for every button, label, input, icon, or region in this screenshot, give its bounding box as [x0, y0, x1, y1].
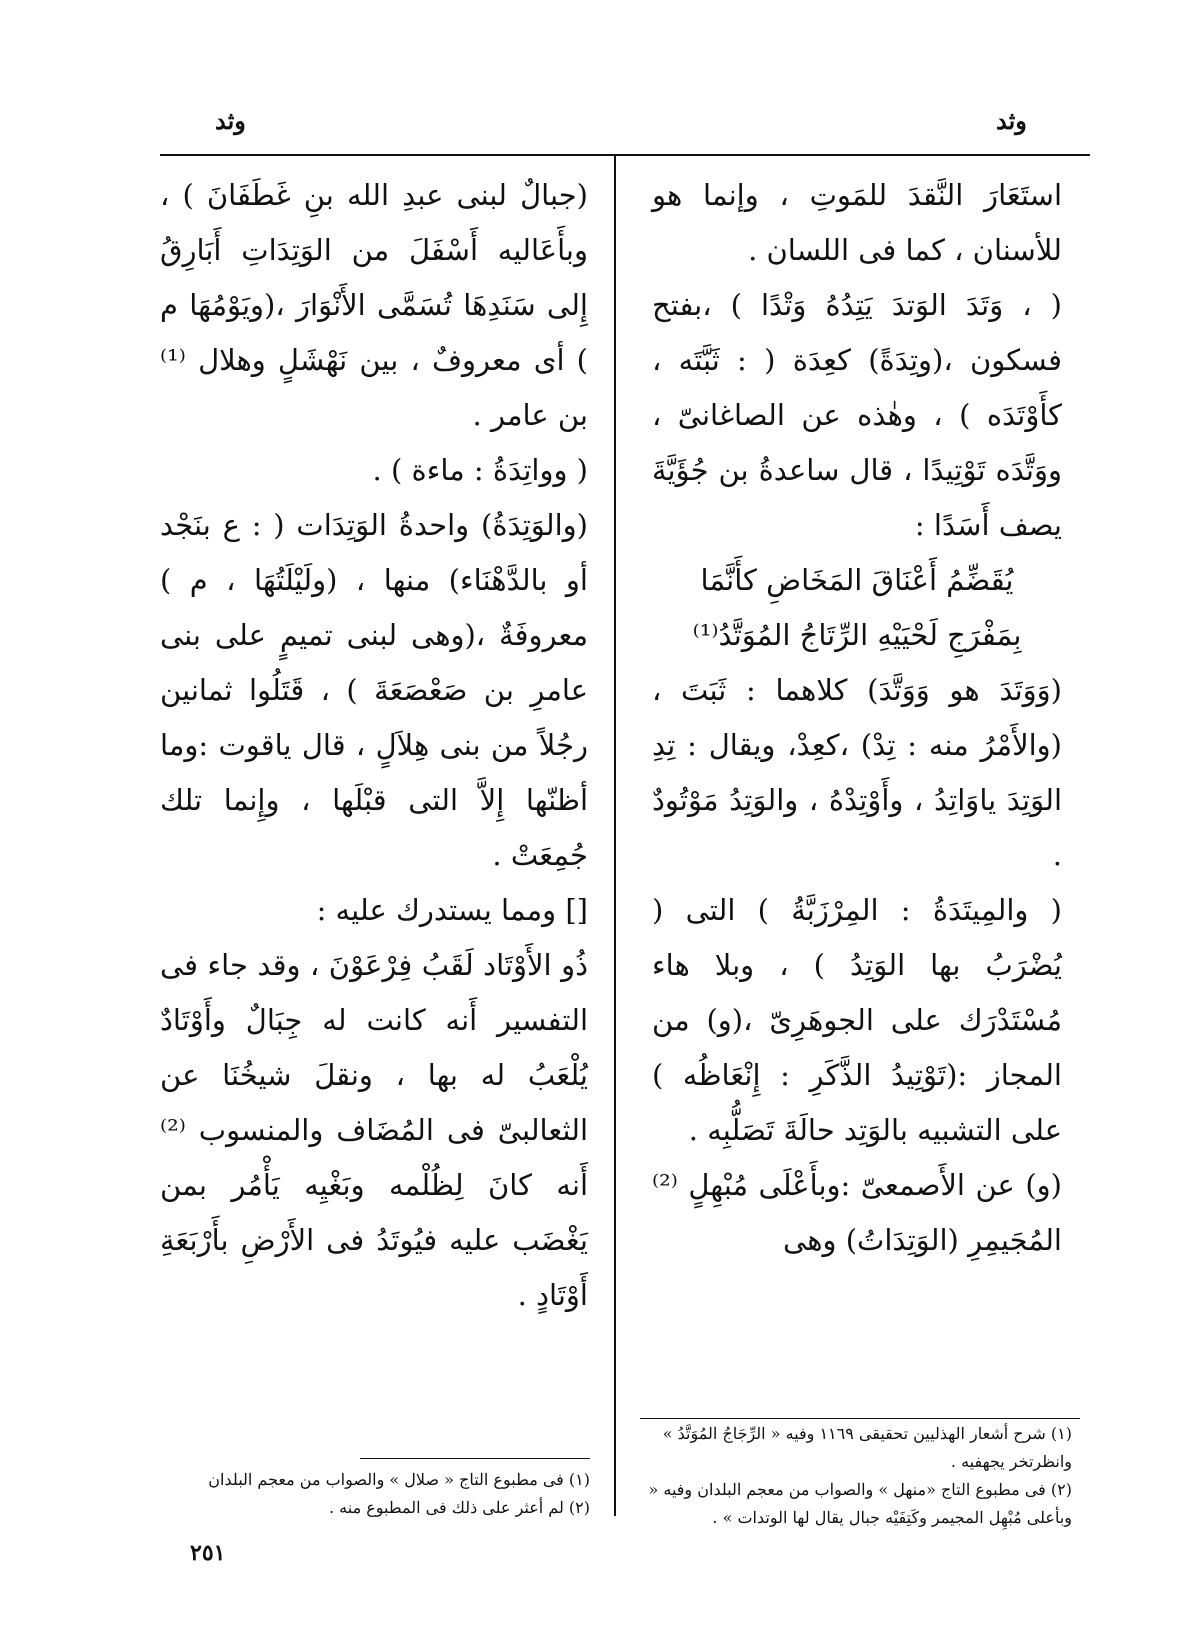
right-paragraph-4: ( والمِيتَدَةُ : المِرْزَبَّةُ ) التى ( يُضْرَبُ بها الوَتِدُ ) ، وبلا هاء مُسْتَدْرَك على الجوهَرِىّ ،(و) من المجاز :(تَوْتِيدُ الذَّكَرِ : إِنْعَاظُه ) على التشبيه بالوَتِد حالَةَ تَصَلُّبِه .	[652, 893, 1062, 1147]
verse-line-1: يُقَضِّمُ أَعْنَاقَ المَخَاضِ كأَنَّمَا	[700, 563, 1014, 597]
running-head-left: وثد	[215, 106, 246, 135]
footnote-rule-right	[640, 1418, 1080, 1419]
verse-line-2: بِمَفْرَجِ لَحْيَيْهِ الرِّتَاجُ المُوَتَّدُ⁽¹⁾	[692, 618, 1022, 652]
page-number: ٢٥١	[190, 1540, 226, 1566]
right-paragraph-1: استَعَارَ النَّقدَ للمَوتِ ، وإنما هو للأسنان ، كما فى اللسان .	[652, 178, 1062, 267]
footnote-left-1: (١) فى مطبوع التاج « صلال » والصواب من معجم البلدان	[208, 1470, 590, 1489]
right-paragraph-3: (وَوَتَدَ هو وَوَتَّدَ) كلاهما : ثَبَتَ ، (والأَمْرُ منه : تِدْ) ،كعِدْ، ويقال : تِدِ الوَتِدَ ياوَاتِدُ ، وأَوْتِدْهُ ، والوَتِدُ مَوْتُودٌ .	[652, 673, 1062, 872]
left-paragraph-4: [] ومما يستدرك عليه :	[316, 893, 588, 927]
footnote-right-2: (٢) فى مطبوع التاج «منهل » والصواب من معجم البلدان وفيه « وبأعلى مُبْهِل المجيمر وكَتِفَيْه جبال يقال لها الوتدات » .	[648, 1480, 1072, 1527]
footnotes-right	[644, 1420, 1072, 1532]
left-paragraph-1: (جبالٌ لبنى عبدِ الله بنِ غَطَفَانَ ) ، وبأَعَاليه أَسْفَلَ من الوَتِدَاتِ أَبَارِقُ إِلى سَنَدِهَا تُسَمَّى الأَنْوَارَ ،(ويَوْمُهَا م ) أى معروفٌ ، بين نَهْشَلٍ وهلال ⁽¹⁾ بن عامر .	[160, 178, 588, 432]
left-column	[160, 168, 588, 1323]
footnote-right-1: (١) شرح أشعار الهذليين تحقيقى ١١٦٩ وفيه « الرِّجَاجُ المُوَتَّدُ » وانظرتخر يجهفيه .	[662, 1424, 1072, 1471]
right-paragraph-2: ( ، وَتَدَ الوَتدَ يَتِدُهُ وَتْدًا ) ،بفتح فسكون ،(وتِدَةً) كعِدَة ( : ثَبَّتَه ، كأَوْتَدَه ) ، وهٰذه عن الصاغانىّ ، ووَتَّدَه تَوْتِيدًا ، قال ساعدةُ بن جُؤَيَّةَ يصف أَسَدًا :	[652, 288, 1062, 542]
left-paragraph-2: ( وواتِدَةُ : ماءة ) .	[372, 453, 588, 487]
left-paragraph-3: (والوَتِدَةُ) واحدةُ الوَتِدَات ( : ع بنَجْد أو بالدَّهْنَاء) منها ، (ولَيْلَتُهَا ، م ) معروفَةٌ ،(وهى لبنى تميمٍ على بنى عامرِ بن صَعْصَعَةَ ) ، قَتَلُوا ثمانين رجُلاً من بنى هِلاَلٍ ، قال ياقوت :وما أظنّها إِلاَّ التى قبْلَها ، وإِنما تلك جُمِعَتْ .	[160, 508, 588, 872]
footnote-rule-left	[360, 1458, 590, 1459]
footnotes-left	[150, 1466, 590, 1522]
right-column	[652, 168, 1062, 1268]
running-head-right: وثد	[996, 106, 1027, 135]
column-divider	[614, 156, 616, 1516]
right-paragraph-5: (و) عن الأَصمعىّ :وبأَعْلَى مُبْهِلٍ ⁽²⁾ المُجَيمِرِ (الوَتِدَاتُ) وهى	[652, 1168, 1062, 1257]
left-paragraph-5: ذُو الأَوْتَاد لَقَبُ فِرْعَوْنَ ، وقد جاء فى التفسير أَنه كانت له جِبَالٌ وأَوْتَادٌ يُلْعَبُ له بها ، ونقلَ شيخُنَا عن الثعالبىّ فى المُضَاف والمنسوب ⁽²⁾ أَنه كانَ لِظُلْمه وبَغْيِه يَأْمُر بمن يَغْضَب عليه فيُوتَدُ فى الأَرْضِ بأَرْبَعَةِ أَوْتَادٍ .	[160, 948, 588, 1312]
footnote-left-2: (٢) لم أعثر على ذلك فى المطبوع منه .	[329, 1498, 590, 1517]
header-rule	[160, 154, 1090, 156]
